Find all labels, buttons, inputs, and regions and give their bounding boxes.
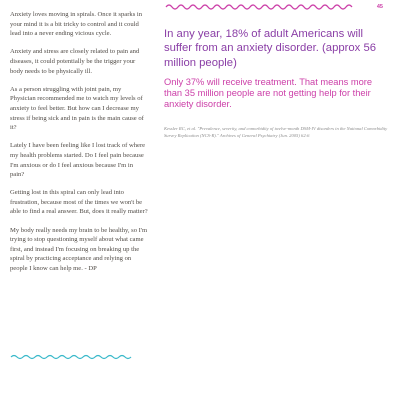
subhead-statistic: Only 37% will receive treatment. That means more than 35 million people are not getting help for their anxiety disorder. [164,77,373,110]
story-column [10,10,148,282]
story-paragraph: Lately I have been feeling like I lost track of where my health problems started. Do I feel pain because I'm anxious or do I feel anxious because I'm in pain? [10,142,146,179]
citation: Kessler RC, et al. "Prevalence, severity, and comorbidity of twelve-month DSM-IV disorders in the National Comorbidity Survey Replication (NCS-R)." Archives of General Psychiatry (Jun. 2005) 62:6 [164,126,388,138]
page-number: 45 [376,4,383,10]
bottom-wave-decoration [9,353,137,361]
top-wave-decoration [164,2,356,12]
story-paragraph: As a person struggling with joint pain, my Physician recommended me to watch my levels of anxiety to feel better. But how can I decrease my stress if being sick and in pain is the main cause of it? [10,85,144,132]
story-paragraph: Anxiety loves moving in spirals. Once it sparks in your mind it is a bit tricky to control and it could lead into a never ending vicious cycle. [10,11,143,38]
headline-statistic: In any year, 18% of adult Americans will suffer from an anxiety disorder. (approx 56 million people) [164,28,377,69]
story-paragraph: Getting lost in this spiral can only lead into frustration, because most of the times we won't be able to find a real answer. But, does it really matter? [10,189,148,216]
story-paragraph: My body really needs my brain to be healthy, so I'm trying to stop questioning myself about what came first, and instead I'm focusing on breaking up the spiral by practicing acceptance and relying on people I know can help me. - DP [10,226,148,273]
story-paragraph: Anxiety and stress are closely related to pain and diseases, it could potentially be the trigger your body needs to be physically ill. [10,48,140,75]
